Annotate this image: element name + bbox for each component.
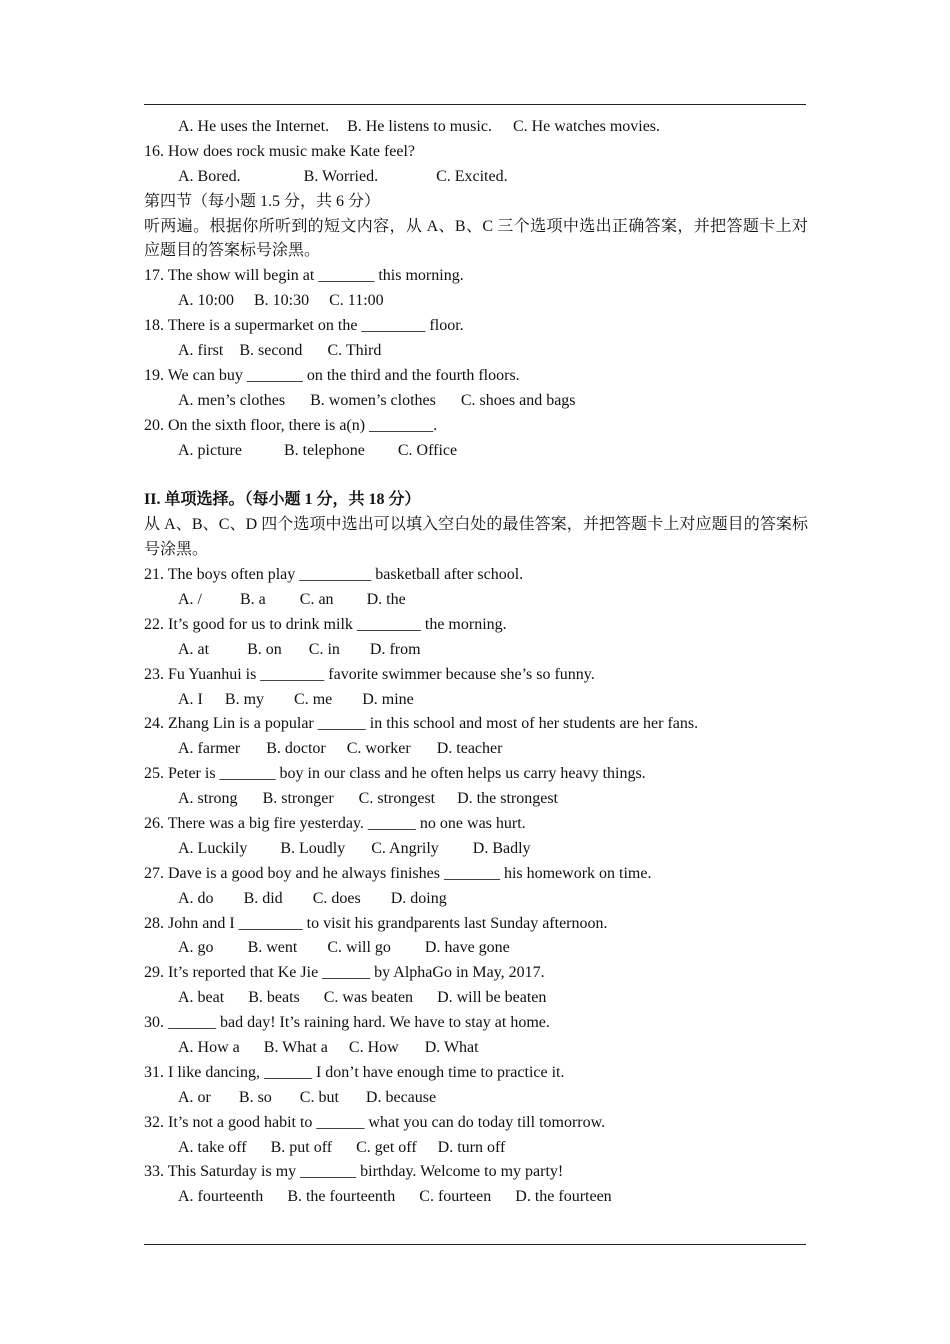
option: C. strongest	[358, 790, 436, 808]
option: C. fourteen	[419, 1188, 492, 1206]
option: A. 10:00	[178, 292, 234, 310]
option: C. will go	[327, 939, 391, 957]
option: B. stronger	[262, 790, 334, 808]
option: A. strong	[178, 790, 238, 808]
option: B. women’s clothes	[310, 391, 436, 409]
option: C. get off	[356, 1138, 417, 1156]
option: C. does	[312, 889, 361, 907]
option: B. 10:30	[254, 292, 310, 310]
option: D. mine	[362, 690, 414, 708]
question-options	[144, 588, 808, 613]
option: B. Worried.	[303, 167, 379, 185]
option: C. but	[299, 1088, 339, 1106]
question-options	[144, 787, 808, 812]
option: C. in	[308, 640, 340, 658]
option: C. He watches movies.	[512, 118, 661, 135]
section2-heading: II. 单项选择。（每小题 1 分，共 18 分）	[144, 491, 421, 509]
question-stem: 30. ______ bad day! It’s raining hard. We have to stay at home.	[144, 1014, 550, 1032]
section4-heading: 第四节（每小题 1.5 分，共 6 分）	[144, 192, 381, 210]
option: A. picture	[178, 441, 242, 459]
question-stem: 21. The boys often play _________ basketball after school.	[144, 566, 524, 584]
question-stem: 32. It’s not a good habit to ______ what you can do today till tomorrow.	[144, 1113, 606, 1131]
question-options	[144, 439, 808, 464]
option: B. put off	[270, 1138, 333, 1156]
question-stem: 33. This Saturday is my _______ birthday. Welcome to my party!	[144, 1163, 564, 1181]
option: C. Angrily	[371, 839, 439, 857]
option: C. Office	[397, 441, 458, 459]
option: A. fourteenth	[178, 1188, 264, 1206]
option: D. from	[369, 640, 421, 658]
option: B. He listens to music.	[347, 118, 492, 135]
option: A. He uses the Internet.	[178, 118, 330, 135]
question-stem: 18. There is a supermarket on the ________ floor.	[144, 317, 464, 335]
option: C. an	[299, 590, 334, 608]
question-stem: 29. It’s reported that Ke Jie ______ by AlphaGo in May, 2017.	[144, 964, 545, 982]
question-options	[144, 837, 808, 862]
option: A. or	[178, 1088, 211, 1106]
option: A. men’s clothes	[178, 391, 286, 409]
question-options	[144, 688, 808, 713]
question-options	[144, 1086, 808, 1111]
option: A. How a	[178, 1039, 240, 1057]
question-options	[144, 1185, 808, 1210]
question-stem: 19. We can buy _______ on the third and the fourth floors.	[144, 366, 520, 384]
question-options	[144, 986, 808, 1011]
question-options	[144, 887, 808, 912]
option: A. first	[178, 342, 224, 360]
section2-instruction: 从 A、B、C、D 四个选项中选出可以填入空白处的最佳答案，并把答题卡上对应题目的答案标号涂黑。	[144, 516, 808, 559]
option: A. do	[178, 889, 214, 907]
question-stem: 31. I like dancing, ______ I don’t have enough time to practice it.	[144, 1063, 565, 1081]
question-stem: 20. On the sixth floor, there is a(n) ________.	[144, 416, 438, 434]
q15-options	[144, 115, 808, 140]
footer-rule	[144, 1244, 806, 1245]
section2-questions	[144, 563, 808, 1210]
option: C. How	[348, 1039, 399, 1057]
question-stem: 24. Zhang Lin is a popular ______ in this school and most of her students are her fans.	[144, 715, 699, 733]
question-stem: 26. There was a big fire yesterday. ______ no one was hurt.	[144, 815, 526, 832]
q16-stem: 16. How does rock music make Kate feel?	[144, 142, 416, 160]
option: C. Third	[327, 342, 382, 360]
option: C. was beaten	[323, 989, 414, 1007]
option: A. I	[178, 690, 203, 708]
option: B. doctor	[266, 740, 326, 758]
option: D. the	[366, 590, 406, 608]
option: D. the fourteen	[515, 1188, 612, 1206]
question-options	[144, 638, 808, 663]
option: B. second	[239, 342, 303, 360]
option: A. beat	[178, 989, 225, 1007]
option: D. because	[365, 1088, 437, 1106]
option: B. a	[240, 590, 266, 608]
question-stem: 22. It’s good for us to drink milk ________ the morning.	[144, 615, 507, 633]
section4-questions	[144, 264, 808, 463]
option: B. on	[247, 640, 282, 658]
option: C. shoes and bags	[460, 391, 576, 409]
option: A. Bored.	[178, 167, 241, 185]
option: D. doing	[390, 889, 447, 907]
option: D. turn off	[437, 1138, 506, 1156]
option: D. the strongest	[457, 790, 558, 808]
question-options	[144, 936, 808, 961]
question-options	[144, 339, 808, 364]
question-stem: 27. Dave is a good boy and he always finishes _______ his homework on time.	[144, 864, 652, 882]
header-rule	[144, 104, 806, 105]
option: D. Badly	[472, 839, 531, 857]
question-options	[144, 1136, 808, 1161]
option: A. Luckily	[178, 839, 248, 857]
question-stem: 28. John and I ________ to visit his grandparents last Sunday afternoon.	[144, 914, 608, 932]
option: A. /	[178, 590, 202, 608]
option: A. at	[178, 640, 210, 658]
option: A. take off	[178, 1138, 247, 1156]
option: D. What	[424, 1039, 479, 1057]
question-options	[144, 737, 808, 762]
option: C. 11:00	[329, 292, 384, 310]
q16-options	[144, 165, 808, 190]
option: A. farmer	[178, 740, 241, 758]
question-stem: 23. Fu Yuanhui is ________ favorite swimmer because she’s so funny.	[144, 665, 595, 683]
option: B. beats	[248, 989, 300, 1007]
question-stem: 25. Peter is _______ boy in our class and he often helps us carry heavy things.	[144, 765, 646, 783]
option: B. went	[247, 939, 298, 957]
option: B. telephone	[283, 441, 365, 459]
option: C. me	[294, 690, 333, 708]
question-options	[144, 389, 808, 414]
question-options	[144, 289, 808, 314]
option: B. my	[224, 690, 265, 708]
exam-page	[144, 115, 808, 1210]
question-options	[144, 1036, 808, 1061]
section4-instruction: 听两遍。根据你所听到的短文内容，从 A、B、C 三个选项中选出正确答案，并把答题卡上对应题目的答案标号涂黑。	[144, 217, 808, 260]
spacer	[144, 464, 808, 489]
option: B. so	[238, 1088, 272, 1106]
option: A. go	[178, 939, 214, 957]
option: B. the fourteenth	[287, 1188, 396, 1206]
question-stem: 17. The show will begin at _______ this morning.	[144, 267, 464, 285]
option: B. What a	[263, 1039, 328, 1057]
option: D. teacher	[436, 740, 503, 758]
option: D. have gone	[424, 939, 510, 957]
option: D. will be beaten	[437, 989, 547, 1007]
option: B. did	[243, 889, 283, 907]
option: C. worker	[346, 740, 411, 758]
option: B. Loudly	[280, 839, 346, 857]
option: C. Excited.	[436, 167, 508, 185]
